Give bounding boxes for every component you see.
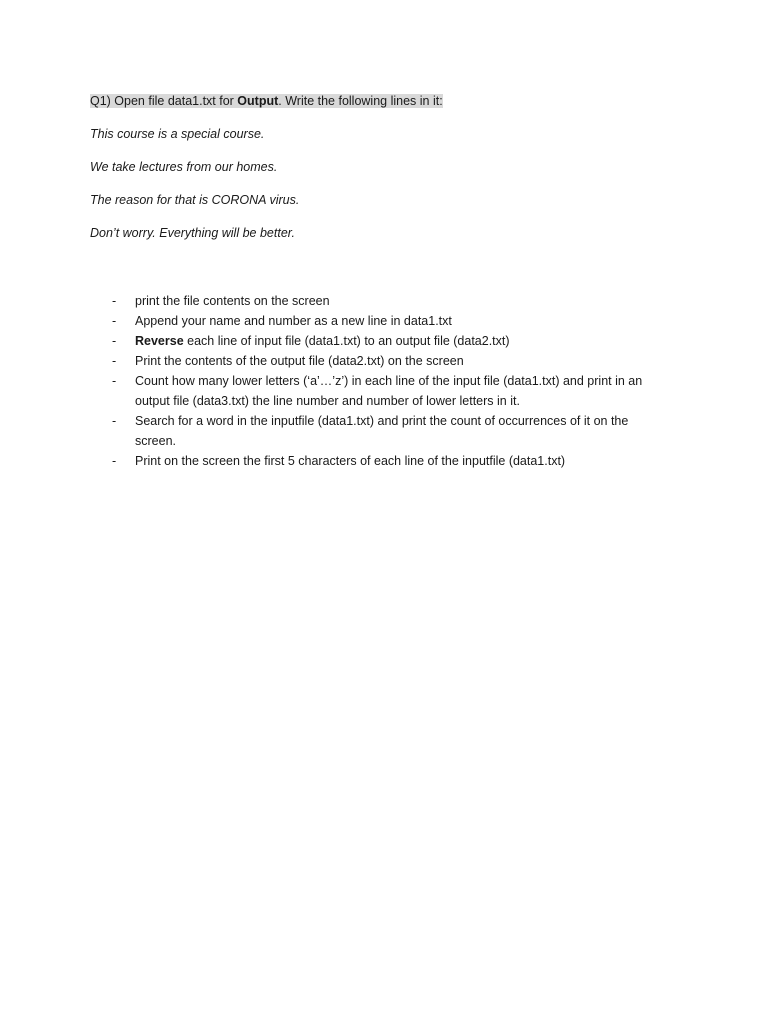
task-item bbox=[112, 371, 672, 411]
task-item bbox=[112, 291, 672, 311]
task-list bbox=[112, 291, 672, 471]
task-item bbox=[112, 411, 672, 451]
bullet-dash: - bbox=[112, 414, 117, 428]
task-text: Print the contents of the output file (data2.txt) on the screen bbox=[135, 354, 464, 368]
task-text: print the file contents on the screen bbox=[135, 294, 330, 308]
question-prefix: Q1) Open file data1.txt for bbox=[90, 94, 238, 108]
question-heading bbox=[90, 93, 443, 110]
task-text: Count how many lower letters (‘a’…’z’) in each line of the input file (data1.txt) and print in an output file (data3.txt) the line number and number of lower letters in it. bbox=[135, 374, 643, 408]
bullet-dash: - bbox=[112, 454, 117, 468]
task-item bbox=[112, 451, 672, 471]
line-item: The reason for that is CORONA virus. bbox=[90, 193, 300, 207]
question-bold-word: Output bbox=[237, 94, 279, 108]
line-item: We take lectures from our homes. bbox=[90, 160, 278, 174]
bullet-dash: - bbox=[112, 294, 117, 308]
task-text: each line of input file (data1.txt) to an output file (data2.txt) bbox=[183, 334, 510, 348]
question-suffix: . Write the following lines in it: bbox=[278, 94, 443, 108]
task-text: Append your name and number as a new line in data1.txt bbox=[135, 314, 452, 328]
bullet-dash: - bbox=[112, 314, 117, 328]
bullet-dash: - bbox=[112, 334, 117, 348]
task-item bbox=[112, 331, 672, 351]
question-highlight bbox=[90, 94, 443, 108]
bullet-dash: - bbox=[112, 374, 117, 388]
lines-to-write bbox=[90, 126, 299, 258]
task-text: Print on the screen the first 5 characters of each line of the inputfile (data1.txt) bbox=[135, 454, 566, 468]
task-item bbox=[112, 311, 672, 331]
bullet-dash: - bbox=[112, 354, 117, 368]
line-item: Don’t worry. Everything will be better. bbox=[90, 226, 295, 240]
task-item bbox=[112, 351, 672, 371]
line-item: This course is a special course. bbox=[90, 127, 265, 141]
task-text: Search for a word in the inputfile (data1.txt) and print the count of occurrences of it on the screen. bbox=[135, 414, 629, 448]
task-bold: Reverse bbox=[135, 334, 184, 348]
